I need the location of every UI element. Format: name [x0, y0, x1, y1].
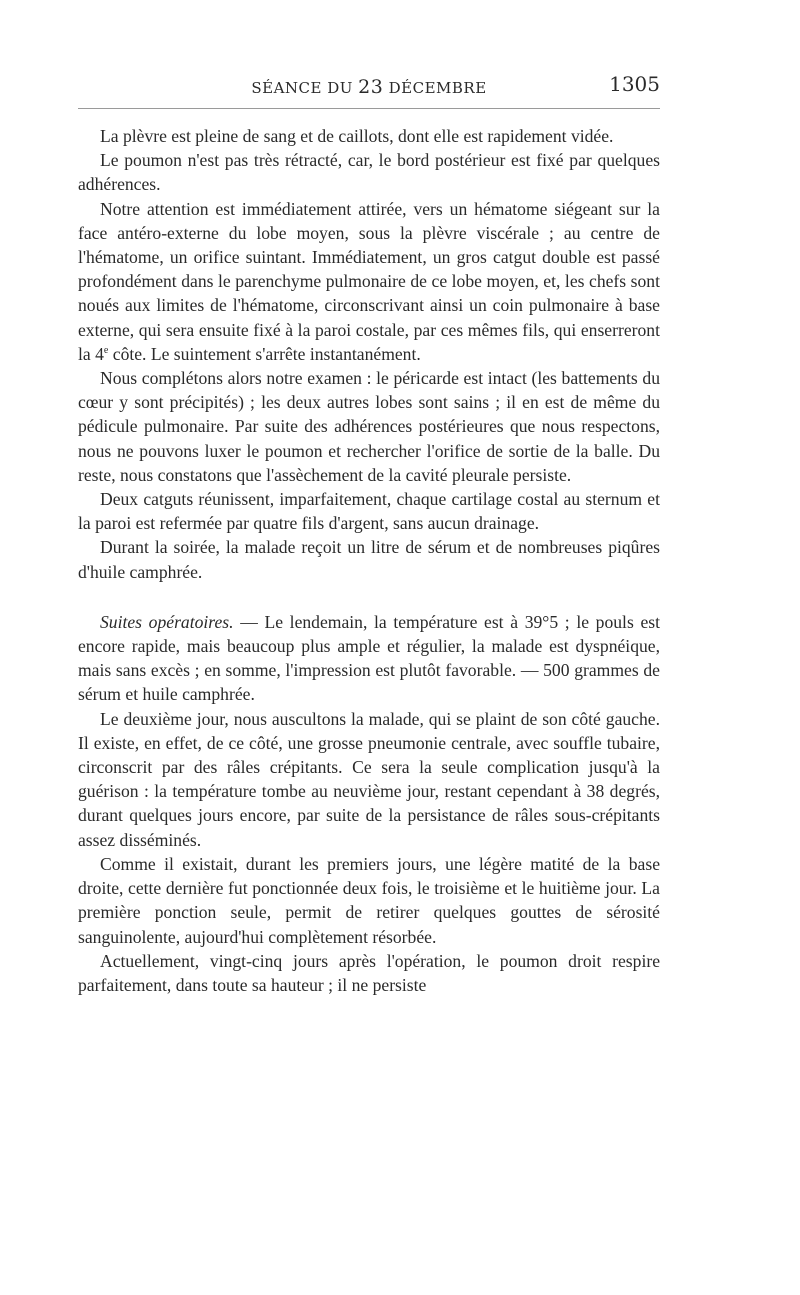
running-head [78, 72, 660, 96]
title-suffix: DÉCEMBRE [383, 79, 487, 97]
paragraph-7-text: — Le lendemain, la température est à 39°5 ; le pouls est encore rapide, mais beaucoup plus ample et régulier, la malade est dyspnéique, mais sans excès ; en somme, l'impression est plutôt favorable. — 500 grammes de sérum et huile camphrée. [78, 611, 660, 705]
paragraph-9: Comme il existait, durant les premiers jours, une légère matité de la base droite, cette dernière fut ponctionnée deux fois, le troisième et le huitième jour. La première ponction seule, permit de retirer quelques gouttes de sérosité sanguinolente, aujourd'hui complètement résorbée. [78, 853, 660, 947]
section-heading: Suites opératoires. [100, 611, 234, 632]
paragraph-7 [78, 610, 660, 707]
paragraph-6: Durant la soirée, la malade reçoit un litre de sérum et de nombreuses piqûres d'huile camphrée. [78, 537, 660, 582]
paragraph-4: Nous complétons alors notre examen : le péricarde est intact (les battements du cœur y sont précipités) ; les deux autres lobes sont sains ; il en est de même du pédicule pulmonaire. Par suite des adhérences postérieures que nous respectons, nous ne pouvons luxer le poumon et rechercher l'orifice de sortie de la balle. Du reste, nous constatons que l'assèchement de la cavité pleurale persiste. [78, 368, 660, 485]
paragraph-3-text-b: côte. Le suintement s'arrête instantanément. [108, 343, 421, 364]
page-number: 1305 [609, 72, 660, 96]
paragraph-3-superscript: e [103, 344, 109, 356]
title-prefix: SÉANCE DU [251, 79, 359, 97]
section-gap [78, 584, 660, 610]
paragraph-5: Deux catguts réunissent, imparfaitement, chaque cartilage costal au sternum et la paroi est refermée par quatre fils d'argent, sans aucun drainage. [78, 489, 660, 534]
paragraph-3-text-a: Notre attention est immédiatement attirée, vers un hématome siégeant sur la face antéro-externe du lobe moyen, sous la plèvre viscérale ; au centre de l'hématome, un orifice suintant. Immédiatement, un gros catgut double est passé profondément dans le parenchyme pulmonaire de ce lobe moyen, et, les chefs sont noués aux limites de l'hématome, circonscrivant ainsi un coin pulmonaire à base externe, qui sera ensuite fixé à la paroi costale, par ces mêmes fils, qui enserreront la 4 [78, 198, 660, 364]
paragraph-10: Actuellement, vingt-cinq jours après l'opération, le poumon droit respire parfaitement, dans toute sa hauteur ; il ne persiste [78, 950, 660, 995]
paragraph-8: Le deuxième jour, nous auscultons la malade, qui se plaint de son côté gauche. Il existe, en effet, de ce côté, une grosse pneumonie centrale, avec souffle tubaire, circonscrit par des râles crépitants. Ce sera la seule complication jusqu'à la guérison : la température tombe au neuvième jour, restant cependant à 38 degrés, durant quelques jours encore, par suite de la persistance de râles sous-crépitants assez disséminés. [78, 708, 660, 850]
header-rule [78, 108, 660, 109]
paragraph-1: La plèvre est pleine de sang et de caillots, dont elle est rapidement vidée. [100, 126, 614, 146]
body-text [78, 124, 660, 997]
paragraph-2: Le poumon n'est pas très rétracté, car, le bord postérieur est fixé par quelques adhérences. [78, 150, 660, 195]
paragraph-3 [78, 197, 660, 366]
running-title [78, 76, 660, 98]
title-day: 23 [358, 76, 384, 98]
